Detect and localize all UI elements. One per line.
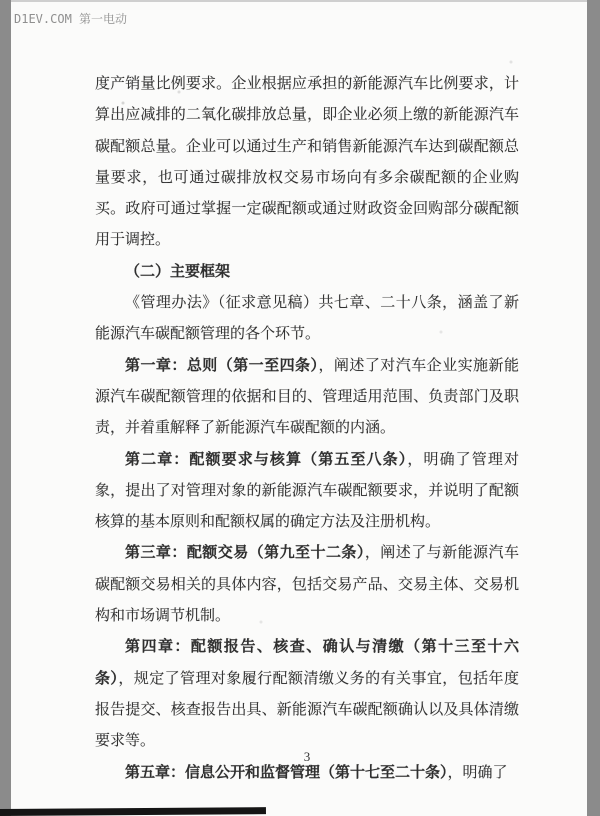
paragraph-text: ，阐述了对汽车企业实施新能源汽车碳配额管理的依据和目的、管理适用范围、负责部门及职责，并着重解释了新能源汽车碳配额的内涵。 xyxy=(95,357,519,437)
document-page xyxy=(11,0,587,816)
chapter-title: 第一章：总则（第一至四条） xyxy=(125,357,319,374)
paragraph-chapter-2 xyxy=(95,445,519,539)
watermark: D1EV.COM 第一电动 xyxy=(14,12,128,26)
paragraph-chapter-1 xyxy=(95,351,519,445)
paragraph-chapter-4 xyxy=(95,632,519,757)
paragraph-text: 《管理办法》（征求意见稿）共七章、二十八条，涵盖了新能源汽车碳配额管理的各个环节。 xyxy=(95,295,519,343)
paragraph-text: 度产销量比例要求。企业根据应承担的新能源汽车比例要求，计算出应减排的二氧化碳排放总量，即企业必须上缴的新能源汽车碳配额总量。企业可以通过生产和销售新能源汽车达到碳配额总量要求，也可通过碳排放权交易市场向有多余碳配额的企业购买。政府可通过掌握一定碳配额或通过财政资金回购部分碳配额用于调控。 xyxy=(95,76,519,249)
document-body xyxy=(95,69,519,789)
chapter-title: 第五章：信息公开和监督管理（第十七至二十条） xyxy=(125,764,448,781)
paragraph-text: ，规定了管理对象履行配额清缴义务的有关事宜，包括年度报告提交、核查报告出具、新能源汽车碳配额确认以及具体清缴要求等。 xyxy=(95,670,519,750)
paragraph-text: ，明确了管理对象，提出了对管理对象的新能源汽车碳配额要求，并说明了配额核算的基本原则和配额权属的确定方法及注册机构。 xyxy=(95,451,519,531)
paragraph-continuation xyxy=(95,69,519,257)
paragraph-overview xyxy=(95,288,519,351)
section-heading-text: （二）主要框架 xyxy=(125,263,231,280)
page-number: 3 xyxy=(303,749,311,764)
chapter-title: 第三章：配额交易（第九至十二条） xyxy=(125,545,365,562)
paragraph-chapter-3 xyxy=(95,538,519,632)
paragraph-text: ，阐述了与新能源汽车碳配额交易相关的具体内容，包括交易产品、交易主体、交易机构和市场调节机制。 xyxy=(95,545,519,625)
chapter-title: 第二章：配额要求与核算（第五至八条） xyxy=(125,451,408,468)
chapter-title: 第四章：配额报告、核查、确认与清缴（第十三至十六条） xyxy=(95,639,519,687)
paragraph-text: ，明确了 xyxy=(447,764,508,781)
section-heading xyxy=(95,257,519,288)
